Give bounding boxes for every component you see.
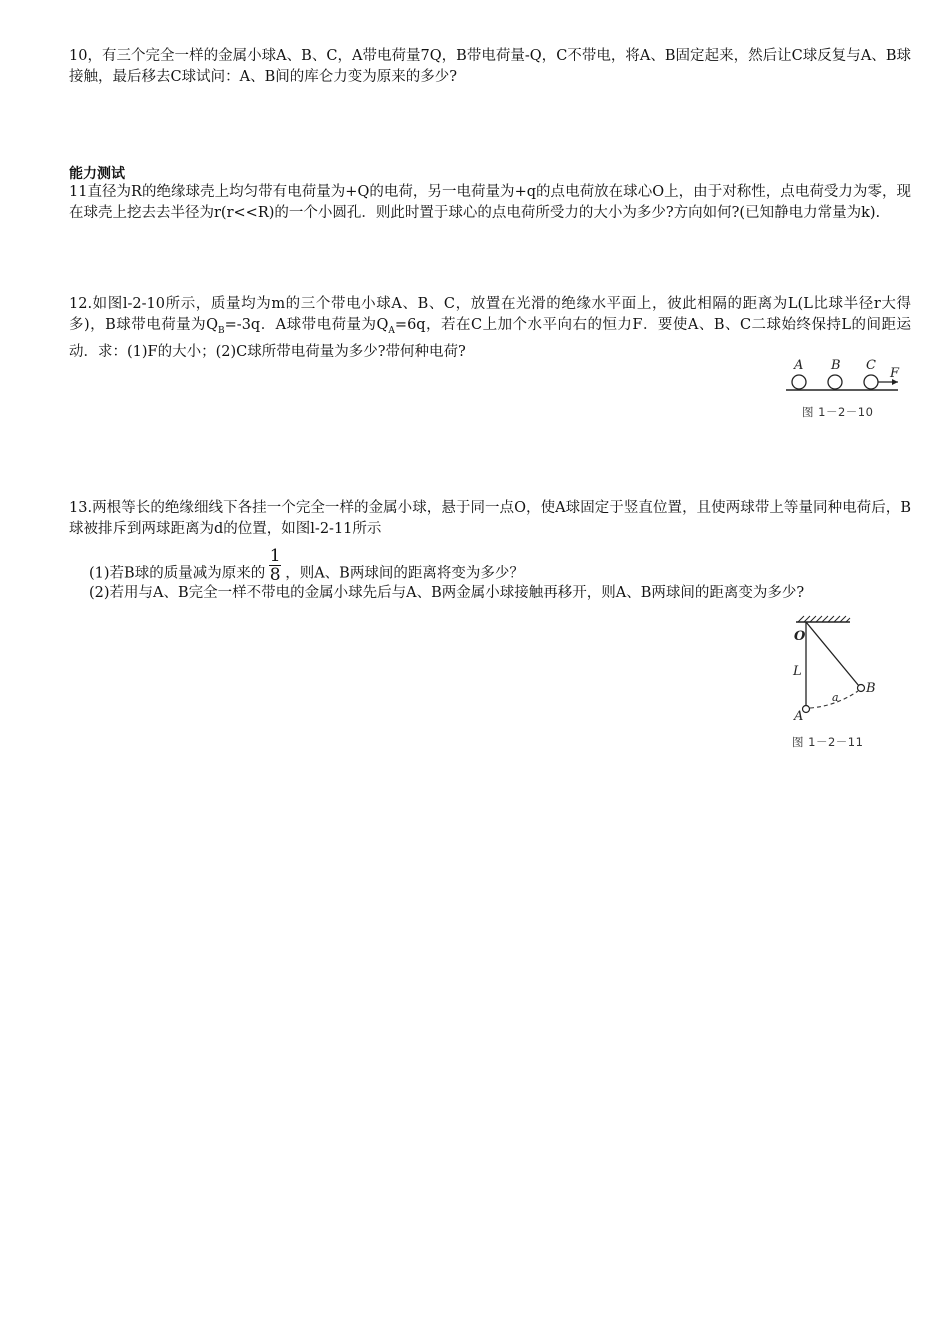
figure-caption-1-2-10: 图 1－2－10 [802,405,874,419]
question-11 [69,182,911,224]
question-10-text: 10，有三个完全一样的金属小球A、B、C，A带电荷量7Q，B带电荷量-Q，C不带电，将A、B固定起来，然后让C球反复与A、B球接触，最后移去C球试问：A、B间的库仑力变为原来的多少? [69,48,911,85]
ball-b [858,685,865,692]
fraction-denominator: 8 [269,565,281,585]
ball-a [803,706,810,713]
question-12-text [69,294,911,363]
thread-b [806,622,859,686]
figure-1-2-11 [784,618,914,753]
ball-a [792,375,806,389]
section-title: 能力测试 [69,166,125,182]
question-11-text: 11直径为R的绝缘球壳上均匀带有电荷量为+Q的电荷，另一电荷量为+q的点电荷放在球心O上，由于对称性，点电荷受力为零，现在球壳上挖去去半径为r(r<<R)的一个小圆孔．则此时置于球心的点电荷所受力的大小为多少?方向如何?(已知静电力常量为k). [69,184,911,221]
question-12-text-part1: 12.如图l-2-10所示，质量均为m的三个带电小球A、B、C，放置在光滑的绝缘水平面上，彼此相隔的距离为L(L比球半径r大得多)，B球带电荷量为Q [69,296,911,333]
question-13-part-1-before: (1)若B球的质量减为原来的 [89,565,266,582]
question-10 [69,46,911,88]
force-label: F [890,366,900,381]
question-12-text-part3: =6q，若在C上加个水平向右的恒力F．要使A、B、C二球始终保持L的间距运动．求：(1)F的大小；(2)C球所带电荷量为多少?带何种电荷? [69,317,911,360]
question-13-part-2: (2)若用与A、B完全一样不带电的金属小球先后与A、B两金属小球接触再移开，则A、B两球间的距离变为多少? [89,585,805,601]
arc-label: a [832,691,839,704]
length-label: L [793,664,802,679]
figure-caption-1-2-11: 图 1－2－11 [792,735,864,749]
ball-b-label: B [866,681,876,696]
ball-a-label: A [794,709,804,724]
qb-subscript: B [218,325,225,336]
fraction-one-eighth [269,548,281,583]
point-o-label: O [794,629,806,644]
question-13-part-1-after: ，则A、B两球间的距离将变为多少？ [285,565,524,582]
question-13-text: 13.两根等长的绝缘细线下各挂一个完全一样的金属小球，悬于同一点O，使A球固定于竖直位置，且使两球带上等量同种电荷后，B球被排斥到两球距离为d的位置，如图l-2-11所示 [69,500,911,537]
figure-1-2-10 [786,355,906,425]
ball-b [828,375,842,389]
fraction-numerator: 1 [269,546,281,566]
ball-b-label: B [831,358,841,373]
question-12 [69,294,911,363]
question-13 [69,498,911,540]
ceiling-hatch [798,616,850,622]
question-12-text-part2: =-3q．A球带电荷量为Q [224,317,389,333]
qa-subscript: A [388,325,395,336]
ball-c-label: C [866,358,876,373]
ball-c [864,375,878,389]
question-13-parts [69,546,911,604]
ball-a-label: A [794,358,804,373]
